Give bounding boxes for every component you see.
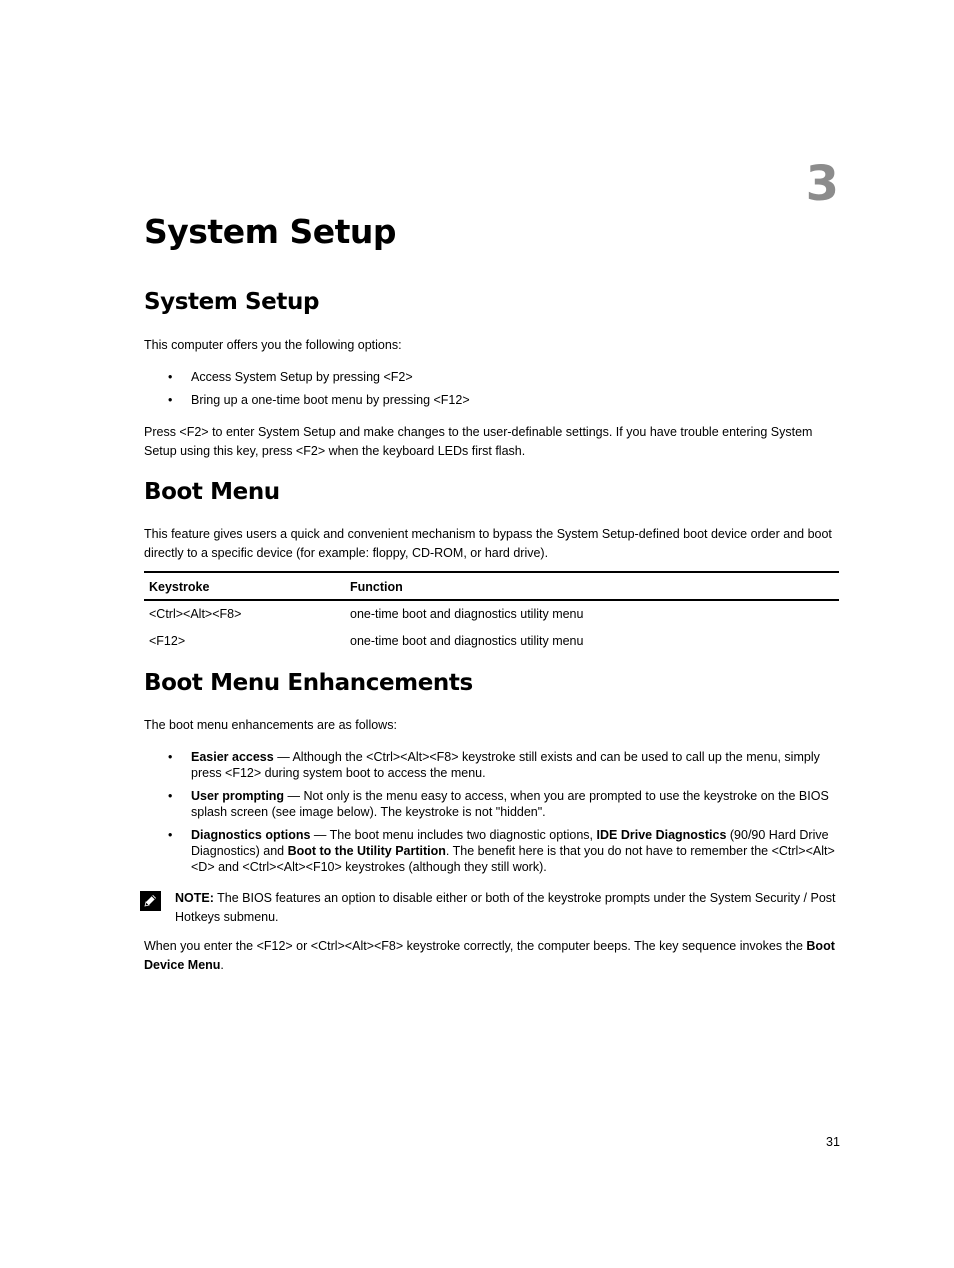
note-pencil-icon	[140, 891, 161, 911]
list-item	[144, 749, 839, 781]
table-cell: one-time boot and diagnostics utility menu	[350, 634, 584, 648]
item-text: — The boot menu includes two diagnostic options,	[310, 828, 597, 842]
item-text: . The benefit here is that you do not have to remember the <Ctrl><Alt><D> and <Ctrl><Alt><F10> keystrokes (although they still work).	[191, 844, 835, 874]
table-cell: <Ctrl><Alt><F8>	[149, 607, 242, 621]
paragraph-text: When you enter the <F12> or <Ctrl><Alt><F8> keystroke correctly, the computer beeps. The key sequence invokes the	[144, 939, 807, 953]
paragraph: This feature gives users a quick and convenient mechanism to bypass the System Setup-defined boot device order and boot directly to a specific device (for example: floppy, CD-ROM, or hard drive).	[144, 527, 832, 560]
term: Boot Device Menu	[144, 939, 835, 972]
column-header: Function	[345, 572, 839, 600]
section-heading-system-setup: System Setup	[144, 289, 320, 315]
keystroke-table	[144, 571, 839, 655]
section-intro: The boot menu enhancements are as follows:	[144, 718, 397, 732]
section-intro: This computer offers you the following options:	[144, 338, 402, 352]
term: Boot to the Utility Partition	[287, 844, 446, 858]
term: IDE Drive Diagnostics	[596, 828, 727, 842]
table-row	[144, 628, 839, 655]
table-cell: <F12>	[149, 634, 186, 648]
term: User prompting	[191, 789, 285, 803]
options-list	[144, 369, 839, 408]
term: Easier access	[191, 750, 274, 764]
table-cell: one-time boot and diagnostics utility menu	[350, 607, 584, 621]
list-item: • Bring up a one-time boot menu by pressing <F12>	[144, 392, 839, 408]
item-text: (90/90 Hard Drive Diagnostics) and	[191, 828, 829, 858]
item-text: — Although the <Ctrl><Alt><F8> keystroke still exists and can be used to call up the menu, simply press <F12> during system boot to access the menu.	[191, 750, 820, 780]
section-heading-boot-menu-enhancements: Boot Menu Enhancements	[144, 670, 473, 696]
list-item	[144, 827, 839, 875]
note	[175, 889, 839, 927]
page-number: 31	[826, 1135, 840, 1149]
list-item	[144, 788, 839, 820]
paragraph	[144, 937, 839, 975]
enhancements-list	[144, 749, 839, 875]
item-text: — Not only is the menu easy to access, when you are prompted to use the keystroke on the BIOS splash screen (see image below). The keystroke is not "hidden".	[191, 789, 829, 819]
note-text: The BIOS features an option to disable either or both of the keystroke prompts under the System Security / Post Hotkeys submenu.	[175, 891, 836, 924]
note-label: NOTE:	[175, 891, 214, 905]
chapter-title: System Setup	[144, 212, 396, 251]
term: Diagnostics options	[191, 828, 311, 842]
section-heading-boot-menu: Boot Menu	[144, 479, 280, 505]
chapter-number: 3	[805, 156, 839, 212]
paragraph-end: .	[220, 958, 224, 972]
list-item: • Access System Setup by pressing <F2>	[144, 369, 839, 385]
column-header: Keystroke	[144, 572, 345, 600]
paragraph: Press <F2> to enter System Setup and make changes to the user-definable settings. If you have trouble entering System Setup using this key, press <F2> when the keyboard LEDs first flash.	[144, 425, 813, 458]
table-row	[144, 600, 839, 628]
table-header-row	[144, 572, 839, 600]
